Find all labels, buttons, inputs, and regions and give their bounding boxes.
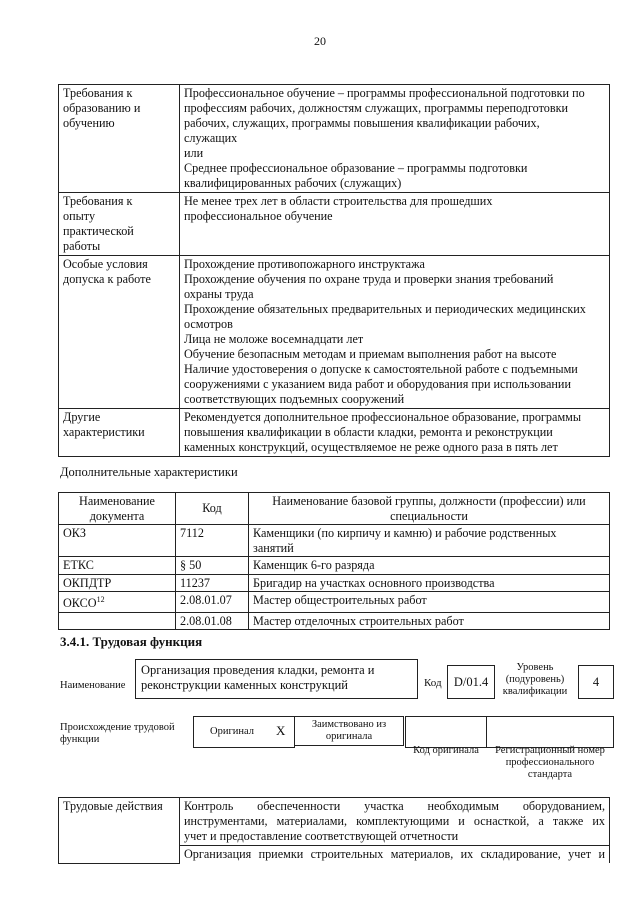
name-line: занятий xyxy=(253,540,294,555)
labor-function-heading: 3.4.1. Трудовая функция xyxy=(60,634,203,649)
requirement-value-line: Рекомендуется дополнительное профессиональное образование, программы xyxy=(184,410,582,424)
name-cell xyxy=(249,574,610,592)
requirement-label xyxy=(59,256,180,409)
header-name: Наименование базовой группы, должности (профессии) или специальности xyxy=(249,493,610,525)
function-name-line: Организация проведения кладки, ремонта и xyxy=(141,663,375,677)
requirement-value-line: соответствующих подъемных сооружений xyxy=(184,392,405,406)
requirement-label-line: допуска к работе xyxy=(63,272,151,286)
labor-actions-label: Трудовые действия xyxy=(59,798,180,864)
requirement-row xyxy=(59,409,610,457)
characteristic-row xyxy=(59,592,610,613)
name-label: Наименование xyxy=(60,680,126,691)
requirement-label xyxy=(59,409,180,457)
requirement-value-line: Профессиональное обучение – программы профессиональной подготовки по xyxy=(184,86,585,100)
document-cell xyxy=(59,525,176,557)
requirement-value-line: Наличие удостоверения о допуске к самостоятельной работе с подъемными xyxy=(184,362,578,376)
document-cell xyxy=(59,557,176,575)
requirement-value-line: сооружениями с указанием вида работ и оборудования при использовании xyxy=(184,377,571,391)
document-cell xyxy=(59,612,176,630)
borrowed-cell: Заимствовано из оригинала xyxy=(294,716,404,746)
code-cell: § 50 xyxy=(176,557,249,575)
function-name-line: реконструкции каменных конструкций xyxy=(141,678,349,692)
origin-code-cell xyxy=(405,716,487,748)
name-line: Каменщики (по кирпичу и камню) и рабочие родственных xyxy=(253,526,557,540)
characteristic-row xyxy=(59,525,610,557)
code-label: Код xyxy=(424,677,442,689)
characteristic-row xyxy=(59,612,610,630)
header-code: Код xyxy=(176,493,249,525)
footnote-ref: 12 xyxy=(96,595,105,604)
requirement-value-line: рабочих, служащих, программы повышения квалификации рабочих, xyxy=(184,116,540,130)
requirement-value-line: охраны труда xyxy=(184,287,254,301)
requirement-row xyxy=(59,256,610,409)
level-value-box: 4 xyxy=(578,665,614,699)
requirement-label-line: характеристики xyxy=(63,425,145,439)
labor-actions-table xyxy=(58,797,610,864)
requirement-value-line: Прохождение противопожарного инструктажа xyxy=(184,257,425,271)
page-number: 20 xyxy=(314,34,326,48)
additional-characteristics-table xyxy=(58,492,610,630)
labor-action-line: учет и предоставление соответствующей отчетности xyxy=(184,829,459,843)
requirement-value-line: профессиональное обучение xyxy=(184,209,333,223)
document-name: ОКПДТР xyxy=(63,575,112,590)
labor-action-item xyxy=(180,846,610,864)
requirements-table xyxy=(58,84,610,457)
name-cell xyxy=(249,525,610,557)
document-cell xyxy=(59,574,176,592)
code-cell: 2.08.01.08 xyxy=(176,612,249,630)
requirement-value-line: Прохождение обязательных предварительных и периодических медицинских xyxy=(184,302,586,316)
requirement-value-line: квалифицированных рабочих (служащих) xyxy=(184,176,402,190)
requirement-value-line: профессиям рабочих, должностям служащих, программы переподготовки xyxy=(184,101,569,115)
characteristic-row xyxy=(59,557,610,575)
name-line: Каменщик 6-го разряда xyxy=(253,558,375,572)
requirement-value-line: каменных конструкций, осуществляемое не реже одного раза в пять лет xyxy=(184,440,558,454)
document-name: ОКСО xyxy=(63,596,97,611)
name-cell xyxy=(249,612,610,630)
requirement-value-line: Прохождение обучения по охране труда и проверки знания требований xyxy=(184,272,554,286)
name-cell xyxy=(249,592,610,613)
requirement-label-line: работы xyxy=(63,239,101,253)
requirement-label-line: Требования к xyxy=(63,86,133,100)
code-value-box: D/01.4 xyxy=(447,665,495,699)
code-cell: 11237 xyxy=(176,574,249,592)
requirement-value-line: служащих xyxy=(184,131,238,145)
function-name-box xyxy=(135,659,418,699)
code-cell: 2.08.01.07 xyxy=(176,592,249,613)
requirement-label-line: опыту xyxy=(63,209,96,223)
characteristic-row xyxy=(59,574,610,592)
requirement-row xyxy=(59,193,610,256)
requirement-value-line: или xyxy=(184,146,204,160)
requirement-value-line: Не менее трех лет в области строительства для прошедших xyxy=(184,194,493,208)
additional-characteristics-heading: Дополнительные характеристики xyxy=(60,465,238,479)
labor-action-line: инструментами, материалами, комплектующими и оснасткой, а также их xyxy=(184,814,605,828)
requirement-row xyxy=(59,85,610,193)
reg-number-caption: Регистрационный номер профессионального стандарта xyxy=(495,745,605,780)
name-line: Мастер общестроительных работ xyxy=(253,593,427,607)
requirement-label-line: Другие xyxy=(63,410,101,424)
requirement-label-line: Требования к xyxy=(63,194,133,208)
name-line: Бригадир на участках основного производства xyxy=(253,575,495,590)
requirement-value xyxy=(180,409,610,457)
requirement-label xyxy=(59,85,180,193)
code-cell: 7112 xyxy=(176,525,249,557)
name-line: Мастер отделочных строительных работ xyxy=(253,613,464,628)
origin-label: Происхождение трудовой функции xyxy=(60,722,175,745)
requirement-value-line: повышения квалификации в области кладки, ремонта и реконструкции xyxy=(184,425,553,439)
requirement-value-line: Обучение безопасным методам и приемам выполнения работ на высоте xyxy=(184,347,557,361)
labor-action-item xyxy=(180,798,610,846)
requirement-value xyxy=(180,193,610,256)
labor-action-row xyxy=(59,798,610,846)
original-cell xyxy=(193,716,295,748)
reg-number-cell xyxy=(486,716,614,748)
header-document: Наименование документа xyxy=(59,493,176,525)
requirement-label-line: обучению xyxy=(63,116,115,130)
requirement-value-line: Лица не моложе восемнадцати лет xyxy=(184,332,364,346)
requirement-label xyxy=(59,193,180,256)
labor-action-line: Организация приемки строительных материалов, их складирование, учет и xyxy=(184,847,605,861)
requirement-value-line: Среднее профессиональное образование – программы подготовки xyxy=(184,161,528,175)
requirement-label-line: практической xyxy=(63,224,134,238)
requirement-value xyxy=(180,256,610,409)
requirement-label-line: Особые условия xyxy=(63,257,148,271)
document-name: ЕТКС xyxy=(63,558,94,572)
level-label: Уровень (подуровень) квалификации xyxy=(502,662,568,697)
requirement-value xyxy=(180,85,610,193)
document-name: ОКЗ xyxy=(63,526,87,540)
requirement-label-line: образованию и xyxy=(63,101,141,115)
origin-code-caption: Код оригинала xyxy=(413,745,479,756)
requirement-value-line: осмотров xyxy=(184,317,233,331)
original-mark: X xyxy=(276,723,286,738)
labor-action-line: Контроль обеспеченности участка необходимым оборудованием, xyxy=(184,799,605,813)
document-cell xyxy=(59,592,176,613)
original-label: Оригинал xyxy=(210,726,254,737)
name-cell xyxy=(249,557,610,575)
